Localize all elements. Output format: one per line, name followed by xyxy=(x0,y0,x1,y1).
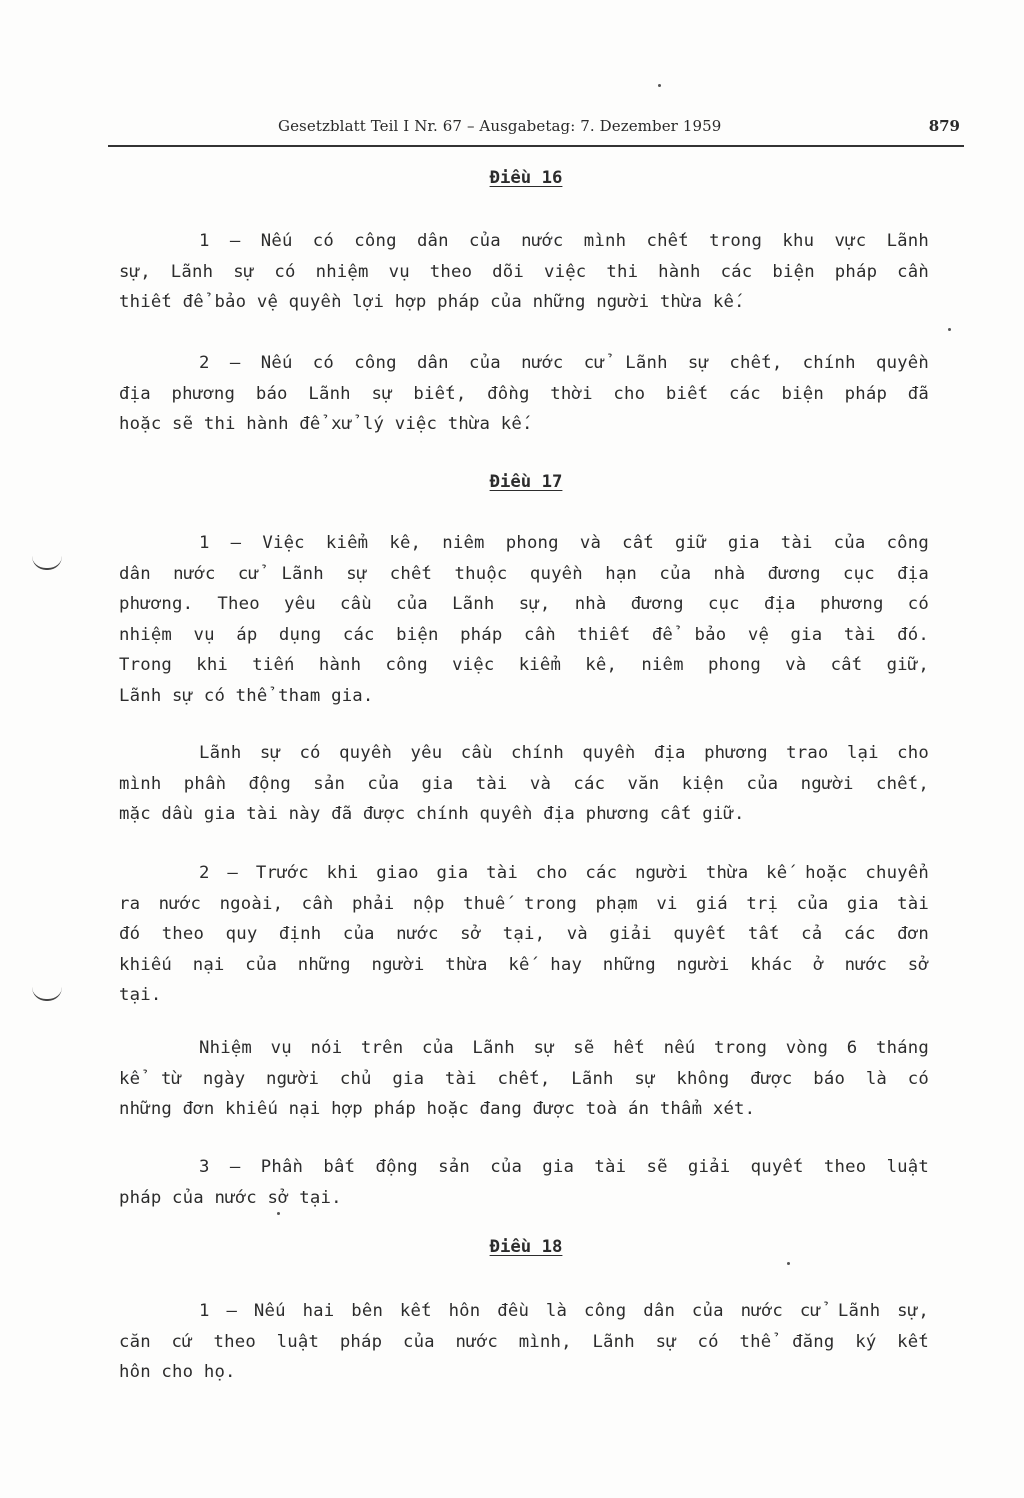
paragraph xyxy=(119,1033,929,1125)
text-line: khiếu nại của những người thừa kế hay những người khác ở nước sở xyxy=(119,954,929,975)
scan-speck xyxy=(277,1212,280,1215)
text-line: hôn cho họ. xyxy=(119,1362,236,1382)
paragraph xyxy=(119,1152,929,1213)
article-heading: Điều 18 xyxy=(489,1237,563,1257)
text-line: 1 – Việc kiểm kê, niêm phong và cất giữ gia tài của công xyxy=(199,533,929,553)
text-line: những đơn khiếu nại hợp pháp hoặc đang được toà án thẩm xét. xyxy=(119,1099,756,1119)
scan-speck xyxy=(658,84,661,87)
paragraph xyxy=(119,858,929,1011)
page-header xyxy=(278,117,960,139)
article-heading: Điều 16 xyxy=(489,168,563,188)
article-heading: Điều 17 xyxy=(489,472,563,492)
header-rule xyxy=(108,145,964,147)
text-line: sự, Lãnh sự có nhiệm vụ theo dõi việc thi hành các biện pháp cần xyxy=(119,261,929,282)
text-line: 2 – Nếu có công dân của nước cử Lãnh sự chết, chính quyền xyxy=(199,353,929,373)
text-line: Lãnh sự có quyền yêu cầu chính quyền địa phương trao lại cho xyxy=(199,743,929,763)
text-line: 3 – Phần bất động sản của gia tài sẽ giải quyết theo luật xyxy=(199,1157,929,1177)
paragraph xyxy=(119,348,929,440)
paragraph xyxy=(119,738,929,830)
text-line: Trong khi tiến hành công việc kiểm kê, niêm phong và cất giữ, xyxy=(119,655,929,675)
margin-check-mark xyxy=(32,987,62,1001)
text-line: ra nước ngoài, cần phải nộp thuế trong phạm vi giá trị của gia tài xyxy=(119,893,929,914)
text-line: thiết để bảo vệ quyền lợi hợp pháp của những người thừa kế. xyxy=(119,292,745,312)
text-line: 1 – Nếu hai bên kết hôn đều là công dân của nước cử Lãnh sự, xyxy=(199,1301,929,1321)
gazette-title: Gesetzblatt Teil I Nr. 67 – Ausgabetag: 7. Dezember 1959 xyxy=(278,117,722,135)
text-line: kể từ ngày người chủ gia tài chết, Lãnh sự không được báo là có xyxy=(119,1068,929,1089)
text-line: căn cứ theo luật pháp của nước mình, Lãnh sự có thể đăng ký kết xyxy=(119,1331,929,1352)
scan-speck xyxy=(948,328,951,331)
text-line: hoặc sẽ thi hành để xử lý việc thừa kế. xyxy=(119,414,533,434)
text-line: Lãnh sự có thể tham gia. xyxy=(119,685,374,706)
text-line: địa phương báo Lãnh sự biết, đồng thời cho biết các biện pháp đã xyxy=(119,383,929,404)
text-line: tại. xyxy=(119,985,162,1005)
text-line: đó theo quy định của nước sở tại, và giải quyết tất cả các đơn xyxy=(119,924,929,944)
margin-check-mark xyxy=(32,556,62,570)
paragraph xyxy=(119,1296,929,1388)
scan-speck xyxy=(787,1262,790,1265)
text-line: phương. Theo yêu cầu của Lãnh sự, nhà đương cục địa phương có xyxy=(119,594,929,614)
paragraph xyxy=(119,226,929,318)
text-line: 2 – Trước khi giao gia tài cho các người thừa kế hoặc chuyển xyxy=(199,863,929,883)
text-line: mặc dầu gia tài này đã được chính quyền địa phương cất giữ. xyxy=(119,804,745,824)
text-line: pháp của nước sở tại. xyxy=(119,1187,342,1208)
text-line: Nhiệm vụ nói trên của Lãnh sự sẽ hết nếu trong vòng 6 tháng xyxy=(199,1038,929,1058)
text-line: 1 – Nếu có công dân của nước mình chết trong khu vực Lãnh xyxy=(199,231,929,251)
paragraph xyxy=(119,528,929,711)
text-line: dân nước cử Lãnh sự chết thuộc quyền hạn của nhà đương cục địa xyxy=(119,563,929,584)
text-line: nhiệm vụ áp dụng các biện pháp cần thiết để bảo vệ gia tài đó. xyxy=(119,624,929,645)
page-number: 879 xyxy=(928,117,960,135)
text-line: mình phần động sản của gia tài và các văn kiện của người chết, xyxy=(119,773,929,794)
